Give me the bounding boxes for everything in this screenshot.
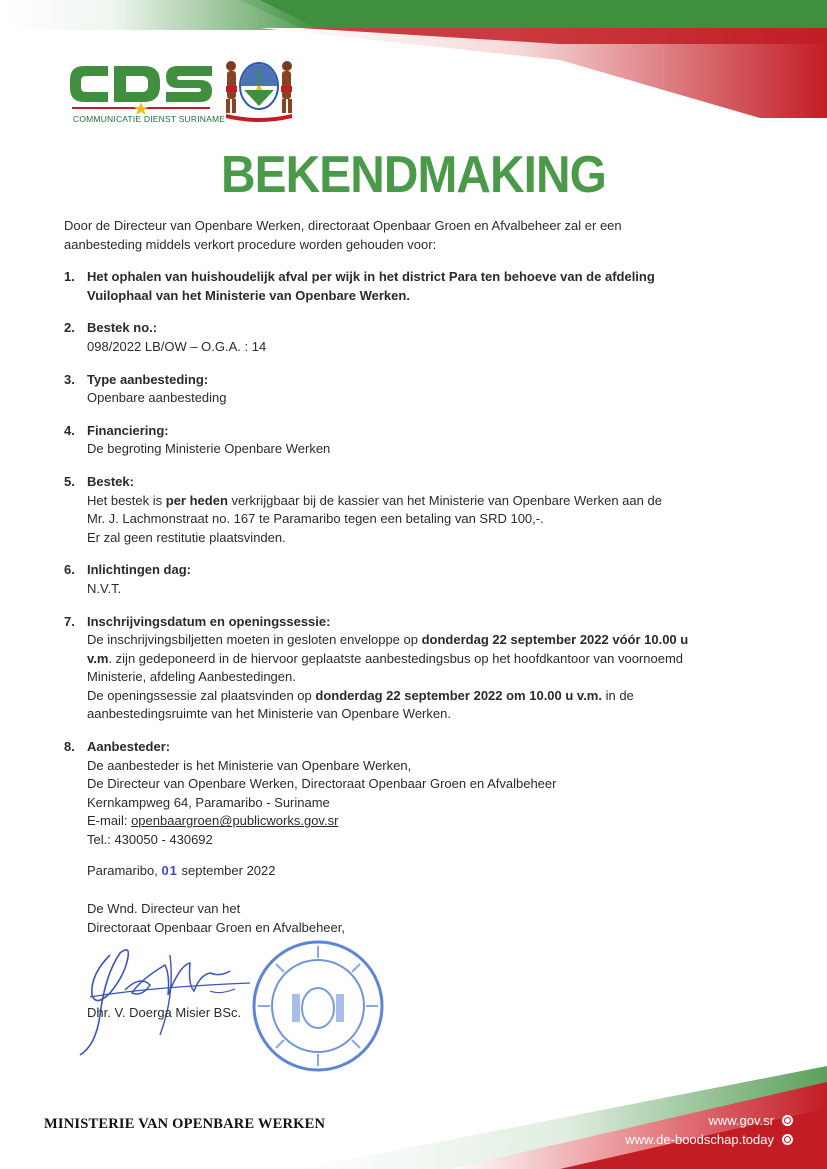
list-item-7: [64, 613, 744, 725]
website-text[interactable]: www.de-boodschap.today: [625, 1132, 774, 1147]
signature-image: [70, 935, 270, 1065]
intro-line: aanbesteding middels verkort procedure worden gehouden voor:: [64, 236, 437, 252]
signer-name: Dhr. V. Doerga Misier BSc.: [87, 1005, 242, 1020]
item-text: [87, 687, 744, 706]
text-run: verkrijgbaar bij de kassier van het Ministerie van Openbare Werken aan de: [227, 492, 662, 508]
intro-paragraph: [64, 217, 744, 254]
item-text: Kernkampweg 64, Paramaribo - Suriname: [87, 794, 330, 810]
item-text: De aanbesteder is het Ministerie van Openbare Werken,: [87, 757, 412, 773]
list-item-4: [64, 422, 744, 459]
ministry-name: MINISTERIE VAN OPENBARE WERKEN: [44, 1116, 326, 1132]
text-run: De inschrijvingsbiljetten moeten in gesloten enveloppe op: [87, 632, 422, 648]
item-number: 8.: [64, 739, 75, 755]
list-item-6: [64, 561, 744, 598]
item-number: 5.: [64, 473, 75, 489]
item-text: Er zal geen restitutie plaatsvinden.: [87, 529, 286, 545]
globe-icon: [782, 1134, 793, 1145]
text-run: De openingssessie zal plaatsvinden op: [87, 687, 316, 703]
website-link[interactable]: [625, 1132, 793, 1147]
item-heading: Vuilophaal van het Ministerie van Openbare Werken.: [87, 287, 410, 303]
item-text: aanbestedingsruimte van het Ministerie van Openbare Werken.: [87, 706, 451, 722]
role-line: De Wnd. Directeur van het: [87, 901, 241, 916]
item-text: [87, 812, 744, 831]
item-number: 2.: [64, 320, 75, 336]
item-text: Ministerie, afdeling Aanbestedingen.: [87, 669, 296, 685]
list-item-8: [64, 738, 744, 850]
text-run-bold: donderdag 22 september 2022 vóór 10.00 u: [421, 632, 689, 648]
footer-band: [0, 1060, 827, 1169]
item-text: [87, 492, 744, 511]
website-link[interactable]: [709, 1113, 794, 1128]
item-heading: Inlichtingen dag:: [87, 562, 191, 578]
item-text: Mr. J. Lachmonstraat no. 167 te Paramaribo tegen een betaling van SRD 100,-.: [87, 511, 544, 527]
item-heading: Financiering:: [87, 422, 169, 438]
item-number: 6.: [64, 562, 75, 578]
text-run: . zijn gedeponeerd in de hiervoor geplaatste aanbestedingsbus op het hoofdkantoor van voornoemd: [108, 650, 684, 666]
item-heading: Het ophalen van huishoudelijk afval per wijk in het district Para ten behoeve van de afdeling: [87, 269, 655, 285]
item-text: [87, 631, 744, 650]
text-run: in de: [601, 687, 634, 703]
item-text: Tel.: 430050 - 430692: [87, 832, 213, 848]
item-text: 098/2022 LB/OW – O.G.A. : 14: [87, 338, 267, 354]
handwritten-day: 01: [161, 863, 178, 878]
item-text: [87, 650, 744, 669]
item-heading: Inschrijvingsdatum en openingssessie:: [87, 613, 331, 629]
item-number: 1.: [64, 269, 75, 285]
place-text: Paramaribo,: [87, 863, 158, 878]
list-item-1: [64, 268, 744, 305]
date-line: [87, 862, 275, 881]
item-heading: Type aanbesteding:: [87, 371, 209, 387]
globe-icon: [782, 1115, 793, 1126]
text-run-bold: donderdag 22 september 2022 om 10.00 u v.m.: [315, 687, 602, 703]
intro-line: Door de Directeur van Openbare Werken, directoraat Openbaar Groen en Afvalbeheer zal er een: [64, 218, 622, 233]
item-number: 3.: [64, 371, 75, 387]
month-year-text: september 2022: [181, 863, 276, 878]
item-text: N.V.T.: [87, 580, 122, 596]
page-title: BEKENDMAKING: [221, 146, 606, 204]
announcement-body: [64, 217, 744, 864]
item-text: De Directeur van Openbare Werken, Directoraat Openbaar Groen en Afvalbeheer: [87, 776, 557, 792]
item-number: 4.: [64, 422, 75, 438]
signatory-role: [87, 900, 345, 937]
text-run-bold: v.m: [87, 650, 109, 666]
item-number: 7.: [64, 613, 75, 629]
list-item-5: [64, 473, 744, 547]
item-text: De begroting Ministerie Openbare Werken: [87, 441, 331, 457]
text-run: Het bestek is: [87, 492, 166, 508]
item-text: Openbare aanbesteding: [87, 390, 227, 406]
email-label: E-mail:: [87, 813, 132, 829]
text-run-bold: per heden: [165, 492, 228, 508]
item-heading: Aanbesteder:: [87, 739, 171, 755]
role-line: Directoraat Openbaar Groen en Afvalbeheer,: [87, 919, 345, 935]
email-link[interactable]: openbaargroen@publicworks.gov.sr: [131, 813, 339, 829]
item-heading: Bestek no.:: [87, 320, 158, 336]
official-stamp-icon: [248, 936, 388, 1076]
list-item-3: [64, 371, 744, 408]
item-heading: Bestek:: [87, 473, 134, 489]
list-item-2: [64, 319, 744, 356]
logo-subtitle: COMMUNICATIE DIENST SURINAME: [73, 114, 226, 124]
coat-of-arms-icon: [220, 56, 298, 122]
website-text[interactable]: www.gov.sr: [708, 1113, 774, 1128]
